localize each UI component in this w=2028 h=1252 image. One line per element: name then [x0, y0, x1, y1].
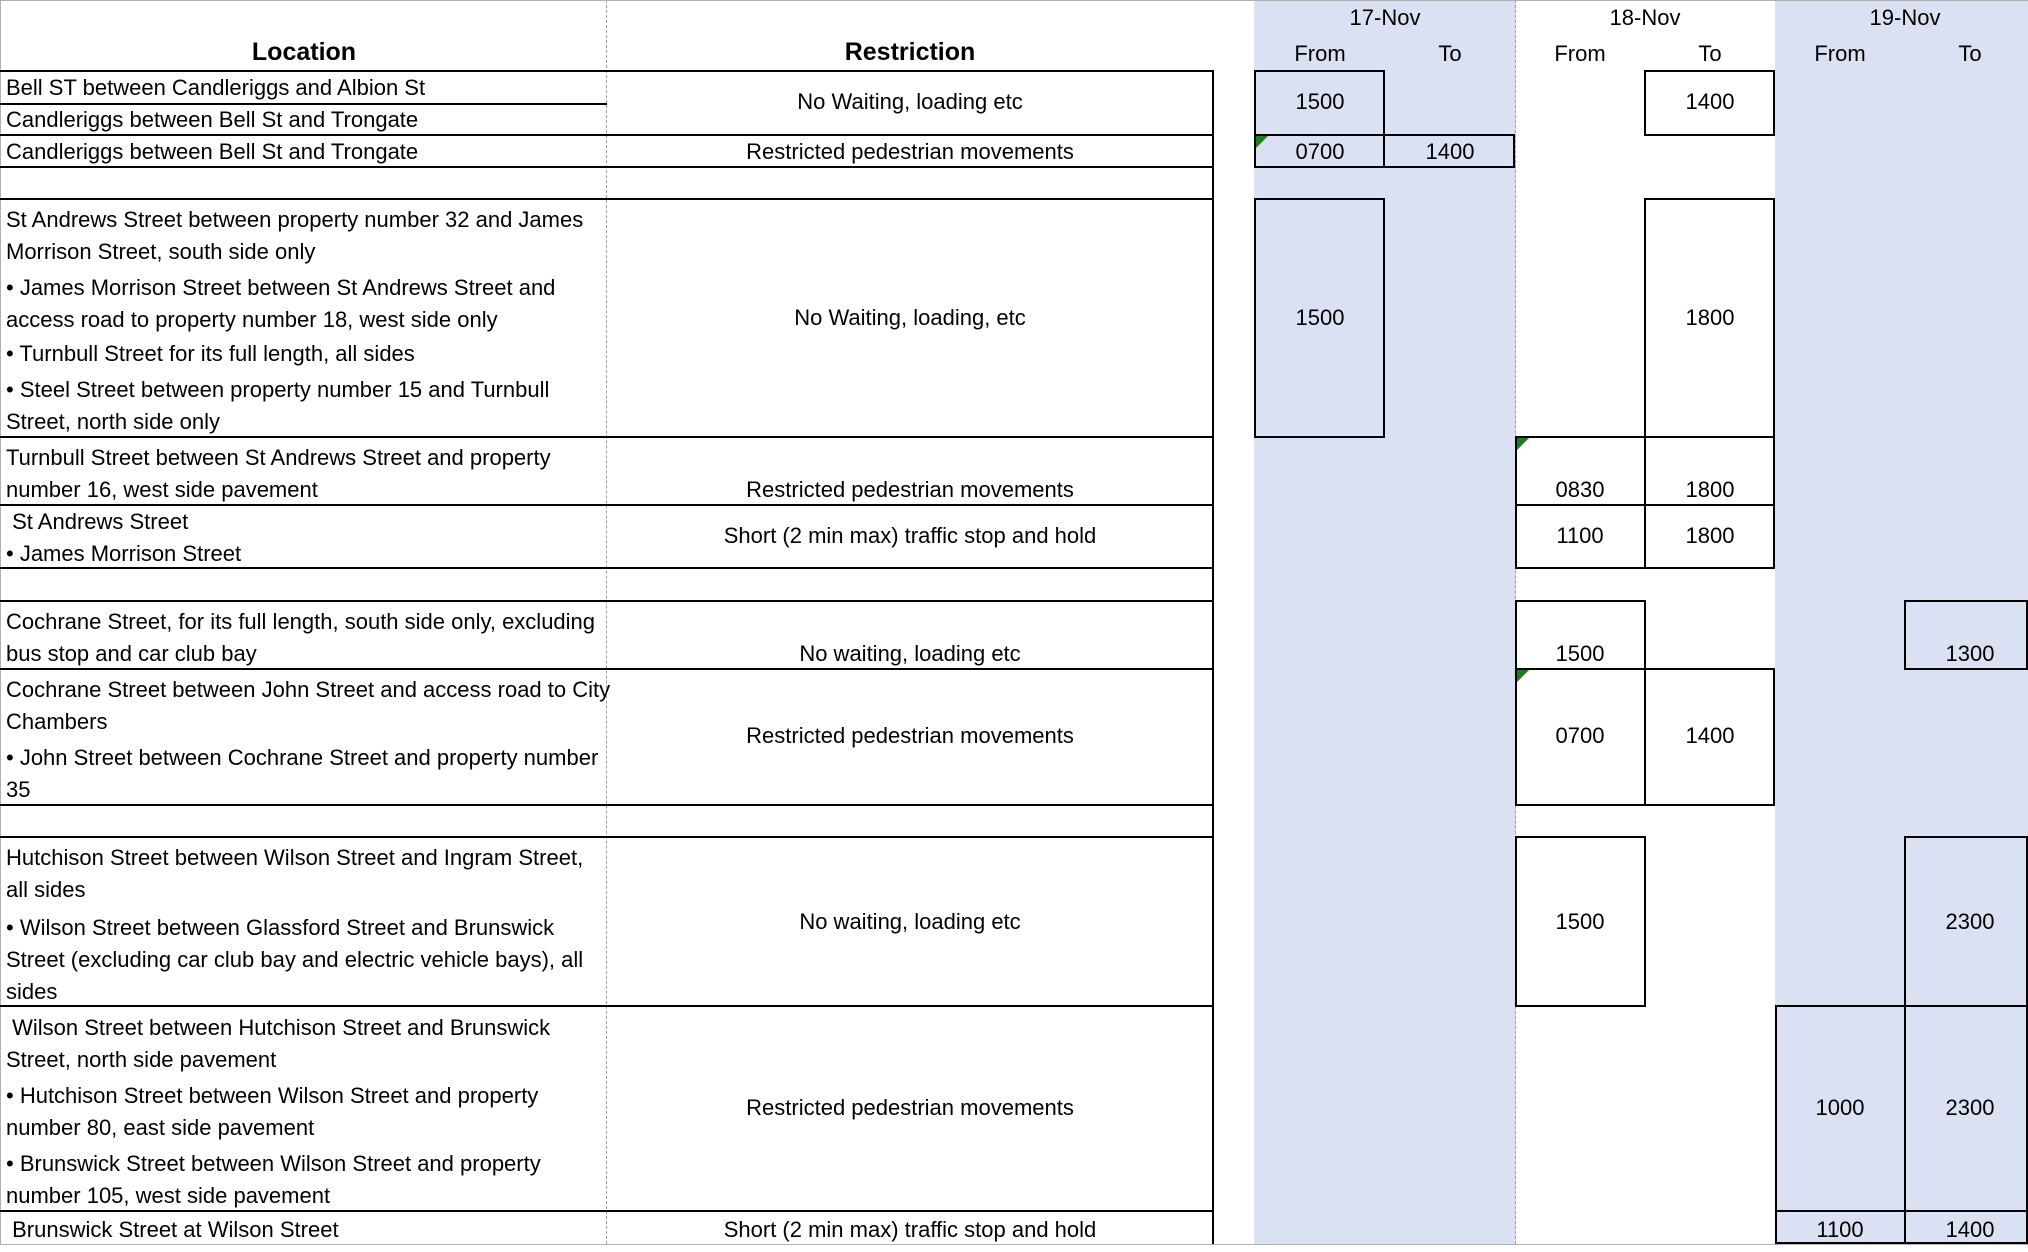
location-text: Hutchison Street between Wilson Street and Ingram Street,: [6, 845, 584, 870]
location-text: Street, north side only: [6, 409, 221, 434]
date-header-17-nov: 17-Nov: [1349, 5, 1421, 30]
restriction-text: No waiting, loading etc: [799, 641, 1021, 666]
location-text: • James Morrison Street: [6, 541, 242, 566]
location-text: Brunswick Street at Wilson Street: [6, 1217, 339, 1242]
restriction-text: Restricted pedestrian movements: [746, 477, 1074, 502]
location-text: number 16, west side pavement: [6, 477, 318, 502]
location-text: • Hutchison Street between Wilson Street and property: [6, 1083, 539, 1108]
time-value: 1400: [1425, 139, 1475, 164]
location-text: • Brunswick Street between Wilson Street and property: [6, 1151, 541, 1176]
location-text: • Wilson Street between Glassford Street and Brunswick: [6, 915, 555, 940]
time-value: 1800: [1685, 523, 1735, 548]
location-text: • Steel Street between property number 15 and Turnbull: [6, 377, 550, 402]
time-value: 0700: [1295, 139, 1345, 164]
from-header: From: [1554, 41, 1606, 66]
location-text: Street (excluding car club bay and electric vehicle bays), all: [6, 947, 584, 972]
date-header-18-nov: 18-Nov: [1609, 5, 1681, 30]
time-value: 0830: [1555, 477, 1605, 502]
from-header: From: [1814, 41, 1866, 66]
restriction-header: Restriction: [844, 38, 976, 66]
time-value: 2300: [1945, 1095, 1995, 1120]
location-text: bus stop and car club bay: [6, 641, 257, 666]
location-text: Cochrane Street, for its full length, south side only, excluding: [6, 609, 596, 634]
row-line: [0, 198, 1214, 200]
time-value: 1500: [1295, 305, 1345, 330]
location-text: Wilson Street between Hutchison Street and Brunswick: [6, 1015, 551, 1040]
time-value: 1100: [1816, 1217, 1864, 1242]
time-value: 1800: [1685, 477, 1735, 502]
time-value: 1400: [1945, 1217, 1995, 1242]
restriction-text: Short (2 min max) traffic stop and hold: [723, 523, 1097, 548]
time-value: 1000: [1815, 1095, 1865, 1120]
location-text: Chambers: [6, 709, 108, 734]
date-column-shading: [1254, 0, 1516, 1244]
location-text: Candleriggs between Bell St and Trongate: [6, 139, 419, 164]
time-value: 1100: [1556, 523, 1604, 548]
location-text: Turnbull Street between St Andrews Street and property: [6, 445, 551, 470]
row-line: [0, 836, 1214, 838]
to-header: To: [1958, 41, 1982, 66]
location-text: St Andrews Street: [6, 509, 189, 534]
time-value: 1400: [1685, 723, 1735, 748]
comment-indicator-icon[interactable]: [1517, 670, 1529, 682]
time-value: 1800: [1685, 305, 1735, 330]
time-value: 1400: [1685, 89, 1735, 114]
time-value: 1500: [1555, 909, 1605, 934]
comment-indicator-icon[interactable]: [1517, 438, 1529, 450]
date-header-19-nov: 19-Nov: [1869, 5, 1941, 30]
location-text: Candleriggs between Bell St and Trongate: [6, 107, 419, 132]
restriction-text: No Waiting, loading, etc: [794, 305, 1026, 330]
comment-indicator-icon[interactable]: [1256, 136, 1268, 148]
sheet-border: [0, 0, 1, 1244]
time-value: 0700: [1555, 723, 1605, 748]
restriction-text: No Waiting, loading etc: [797, 89, 1023, 114]
location-text: access road to property number 18, west side only: [6, 307, 498, 332]
row-line: [0, 1005, 1214, 1007]
location-header: Location: [251, 38, 357, 66]
location-text: • James Morrison Street between St Andrews Street and: [6, 275, 556, 300]
time-value: 1300: [1945, 641, 1995, 666]
location-text: Morrison Street, south side only: [6, 239, 316, 264]
location-text: all sides: [6, 877, 86, 902]
restriction-border: [1212, 70, 1214, 1244]
location-text: number 80, east side pavement: [6, 1115, 315, 1140]
location-text: Cochrane Street between John Street and access road to City: [6, 677, 611, 702]
restriction-text: No waiting, loading etc: [799, 909, 1021, 934]
location-text: St Andrews Street between property number 32 and James: [6, 207, 584, 232]
restriction-text: Restricted pedestrian movements: [746, 1095, 1074, 1120]
restriction-text: Restricted pedestrian movements: [746, 723, 1074, 748]
row-line: [0, 804, 1214, 806]
location-text: 35: [6, 777, 31, 802]
time-value: 1500: [1295, 89, 1345, 114]
row-line: [0, 600, 1214, 602]
time-value: 2300: [1945, 909, 1995, 934]
from-header: From: [1294, 41, 1346, 66]
location-text: Bell ST between Candleriggs and Albion St: [6, 75, 426, 100]
sheet-border: [0, 0, 2028, 1]
time-value: 1500: [1555, 641, 1605, 666]
to-header: To: [1438, 41, 1462, 66]
to-header: To: [1698, 41, 1722, 66]
restriction-text: Restricted pedestrian movements: [746, 139, 1074, 164]
location-text: Street, north side pavement: [6, 1047, 277, 1072]
location-text: • Turnbull Street for its full length, all sides: [6, 341, 415, 366]
location-text: sides: [6, 979, 58, 1004]
gridline: [606, 0, 607, 1244]
location-text: • John Street between Cochrane Street and property number: [6, 745, 599, 770]
restriction-text: Short (2 min max) traffic stop and hold: [723, 1217, 1097, 1242]
location-text: number 105, west side pavement: [6, 1183, 331, 1208]
